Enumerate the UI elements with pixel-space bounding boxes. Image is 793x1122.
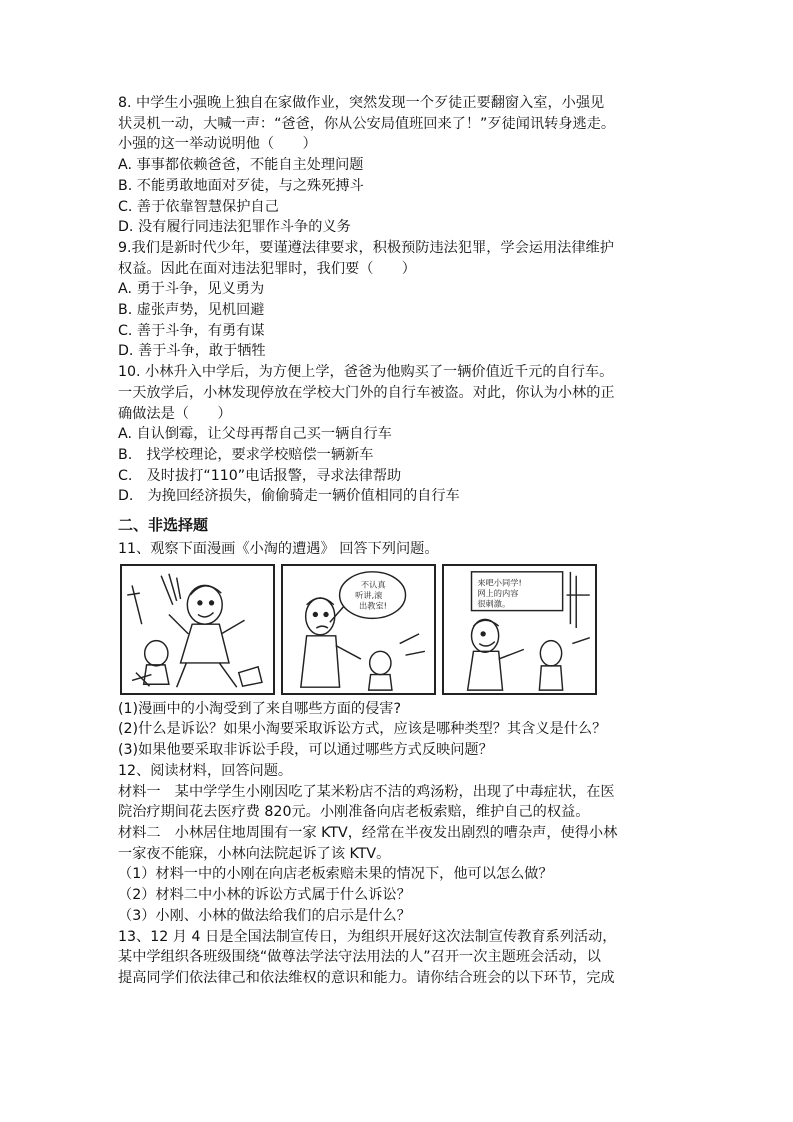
q12-line: （3）小刚、小林的做法给我们的启示是什么？ [118, 907, 411, 924]
q10-option-c: C. 及时拔打“110”电话报警，寻求法律帮助 [118, 467, 402, 484]
question-13 [118, 927, 678, 989]
bubble-line: 听讲,滚 [355, 589, 383, 600]
q8-option-b: B. 不能勇敢地面对歹徒，与之殊死搏斗 [118, 177, 364, 194]
question-9 [118, 238, 678, 362]
q8-option-c: C. 善于依靠智慧保护自己 [118, 198, 279, 215]
cartoon-drawing-1 [122, 566, 273, 693]
q12-line: 院治疗期间花去医疗费 820元。小刚准备向店老板索赔，维护自己的权益。 [118, 804, 590, 821]
q8-line: 8. 中学生小强晚上独自在家做作业，突然发现一个歹徒正要翻窗入室，小强见 [118, 95, 605, 111]
q9-line: 9.我们是新时代少年，要谨遵法律要求，积极预防违法犯罪，学会运用法律维护 [118, 239, 614, 256]
q9-option-a: A. 勇于斗争，见义勇为 [118, 281, 265, 298]
q10-option-a: A. 自认倒霉，让父母再帮自己买一辆自行车 [118, 426, 392, 443]
sign-line: 网上的内容 [477, 587, 519, 598]
q10-line: 一天放学后，小林发现停放在学校大门外的自行车被盗。对此，你认为小林的正 [118, 384, 615, 401]
q8-option-a: A. 事事都依赖爸爸，不能自主处理问题 [118, 157, 364, 174]
question-10 [118, 362, 678, 507]
q8-line: 状灵机一动，大喊一声：“爸爸，你从公安局值班回来了！”歹徒闻讯转身逃走。 [118, 115, 616, 132]
cartoon-drawing-2 [283, 566, 434, 693]
cartoon-panel-2 [281, 564, 436, 695]
q12-line: 12、阅读材料，回答问题。 [118, 762, 293, 779]
cartoon-panel-3 [442, 564, 597, 695]
q11-sub-question: (1)漫画中的小淘受到了来自哪些方面的侵害? [118, 700, 402, 717]
q12-line: （2）材料二中小林的诉讼方式属于什么诉讼？ [118, 887, 411, 904]
question-12 [118, 761, 678, 927]
sign-line: 很刺激。 [477, 598, 511, 609]
q11-intro: 11、观察下面漫画《小淘的遭遇》 回答下列问题。 [118, 541, 439, 558]
q9-line: 权益。因此在面对违法犯罪时，我们要（ ） [118, 260, 416, 277]
cartoon-drawing-3 [444, 566, 595, 693]
q12-line: 材料二 小林居住地周围有一家 KTV，经常在半夜发出剧烈的嘈杂声，使得小林 [118, 824, 618, 841]
bubble-line: 出教室! [358, 600, 388, 611]
q13-line: 某中学组织各班级围绕“做尊法学法守法用法的人”召开一次主题班会活动，以 [118, 949, 601, 966]
question-8 [118, 93, 678, 238]
q10-line: 10. 小林升入中学后，为方便上学，爸爸为他购买了一辆价值近千元的自行车。 [118, 364, 614, 381]
cartoon-panel-1 [120, 564, 275, 695]
exam-page [118, 93, 678, 989]
question-11 [118, 539, 678, 761]
q12-line: 一家夜不能寐，小林向法院起诉了该 KTV。 [118, 845, 391, 862]
q11-sub-question: (3)如果他要采取非诉讼手段，可以通过哪些方式反映问题？ [118, 742, 493, 759]
q10-option-d: D. 为挽回经济损失，偷偷骑走一辆价值相同的自行车 [118, 488, 460, 505]
q12-line: （1）材料一中的小刚在向店老板索赔未果的情况下，他可以怎么做？ [118, 866, 553, 883]
q9-option-d: D. 善于斗争，敢于牺牲 [118, 343, 266, 360]
section-heading: 二、非选择题 [118, 516, 209, 535]
q13-line: 13、12 月 4 日是全国法制宣传日，为组织开展好这次法制宣传教育系列活动， [118, 928, 617, 945]
q10-line: 确做法是（ ） [118, 405, 232, 422]
q8-option-d: D. 没有履行同违法犯罪作斗争的义务 [118, 219, 351, 236]
q13-line: 提高同学们依法律己和依法维权的意识和能力。请你结合班会的以下环节，完成 [118, 969, 615, 986]
sign-line: 来吧小同学! [477, 577, 522, 588]
q12-line: 材料一 某中学学生小刚因吃了某米粉店不洁的鸡汤粉，出现了中毒症状，在医 [118, 783, 615, 800]
q9-option-b: B. 虚张声势，见机回避 [118, 302, 265, 319]
q8-line: 小强的这一举动说明他（ ） [118, 136, 317, 153]
cartoon-strip [120, 564, 678, 695]
q10-option-b: B. 找学校理论，要求学校赔偿一辆新车 [118, 446, 374, 463]
q11-sub-question: (2)什么是诉讼？如果小淘要采取诉讼方式，应该是哪种类型？其含义是什么？ [118, 721, 607, 738]
q9-option-c: C. 善于斗争，有勇有谋 [118, 322, 265, 339]
bubble-line: 不认真 [360, 579, 386, 590]
